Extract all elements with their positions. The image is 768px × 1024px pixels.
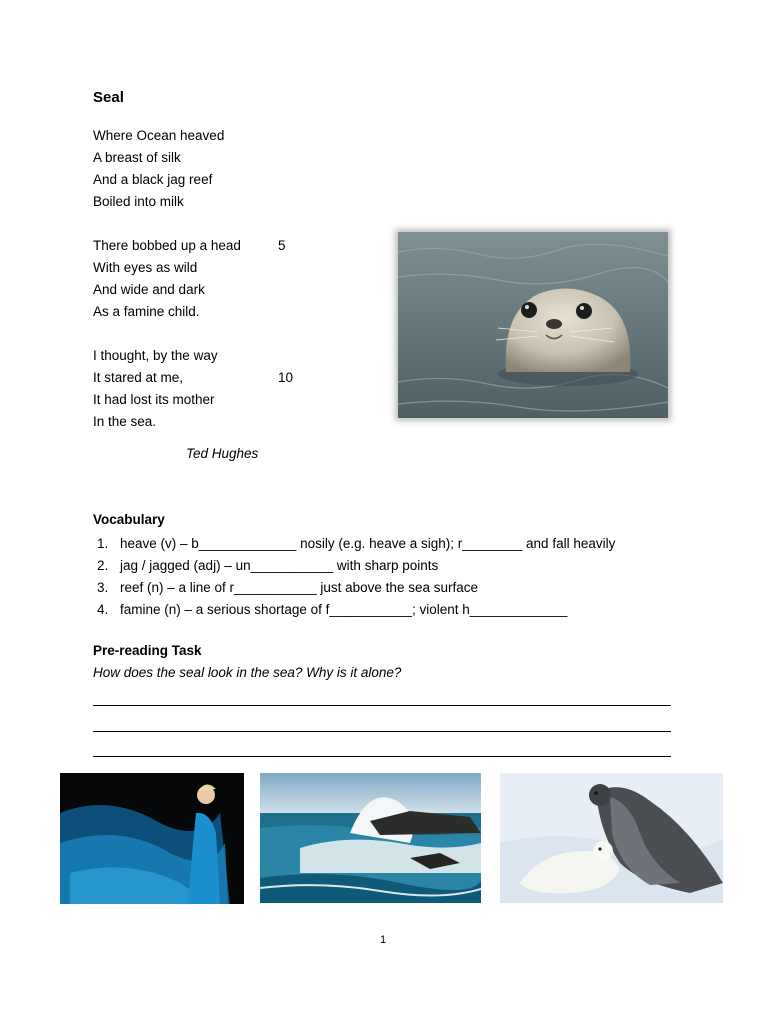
item-text: reef (n) – a line of r___________ just above the sea surface: [120, 580, 478, 595]
answer-line[interactable]: [93, 705, 671, 706]
poem-line: And a black jag reef: [93, 172, 213, 187]
poem-line-text: It stared at me,: [93, 370, 184, 385]
poem-line: A breast of silk: [93, 150, 181, 165]
poem-line: Boiled into milk: [93, 194, 184, 209]
answer-line[interactable]: [93, 756, 671, 757]
poem-line: I thought, by the way: [93, 348, 218, 363]
poem-body: [93, 125, 333, 433]
woman-blue-fabric-photo: [60, 773, 244, 904]
vocabulary-heading: Vocabulary: [93, 512, 165, 527]
item-text: famine (n) – a serious shortage of f___________; violent h_____________: [120, 602, 568, 617]
answer-line[interactable]: [93, 731, 671, 732]
poem-line-10: [93, 367, 333, 389]
seal-mother-and-pup-photo: [500, 773, 723, 903]
poem-line: Where Ocean heaved: [93, 128, 225, 143]
poem-line-5: [93, 235, 333, 257]
seal-photo: [398, 232, 668, 418]
item-number: 3.: [97, 580, 109, 595]
ocean-waves-photo: [260, 773, 481, 903]
poem-line: And wide and dark: [93, 282, 205, 297]
poem-line: It had lost its mother: [93, 392, 215, 407]
item-text: heave (v) – b_____________ nosily (e.g. heave a sigh); r________ and fall heavily: [120, 536, 616, 551]
item-number: 4.: [97, 602, 109, 617]
poem-line: With eyes as wild: [93, 260, 198, 275]
pre-reading-heading: Pre-reading Task: [93, 643, 202, 658]
line-number: 10: [278, 370, 294, 385]
page-number: 1: [380, 934, 387, 946]
item-number: 2.: [97, 558, 109, 573]
poem-title: Seal: [93, 89, 124, 106]
item-number: 1.: [97, 536, 109, 551]
poem-line: In the sea.: [93, 414, 157, 429]
item-text: jag / jagged (adj) – un___________ with sharp points: [120, 558, 439, 573]
line-number: 5: [278, 238, 286, 253]
pre-reading-question: How does the seal look in the sea? Why is it alone?: [93, 665, 402, 680]
poem-line-text: There bobbed up a head: [93, 238, 241, 253]
poem-author: Ted Hughes: [186, 446, 259, 461]
poem-line: As a famine child.: [93, 304, 200, 319]
